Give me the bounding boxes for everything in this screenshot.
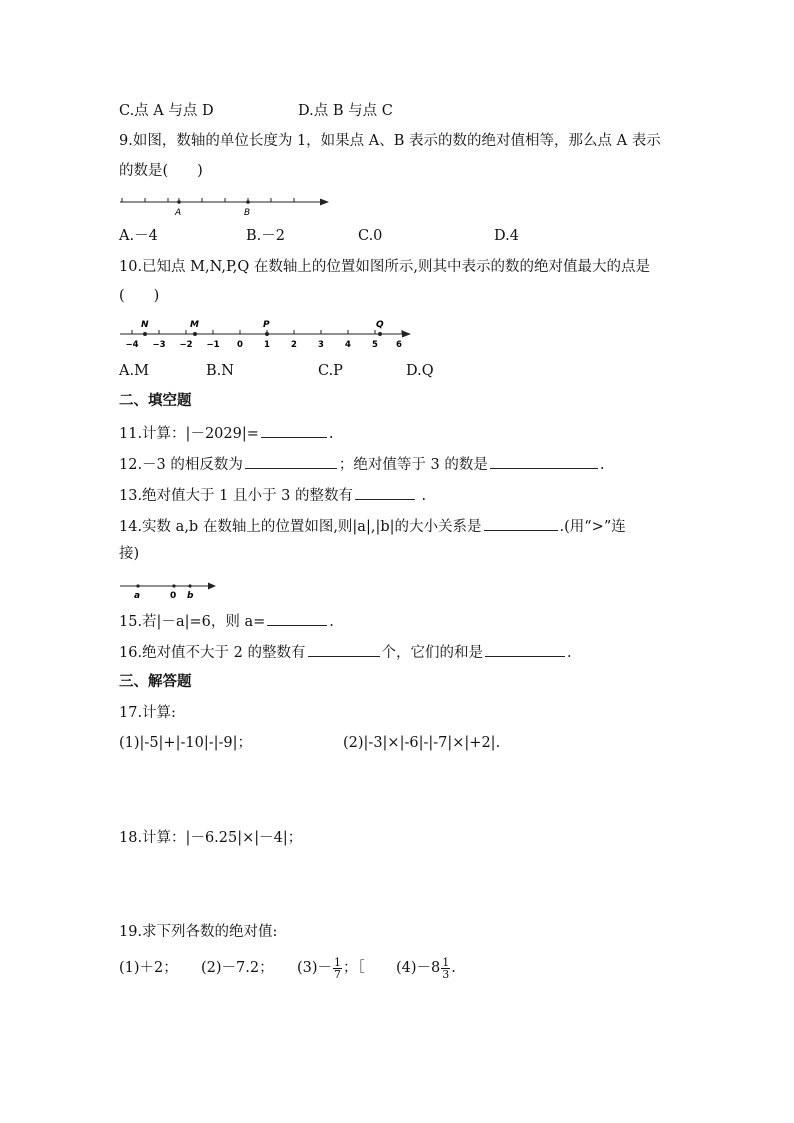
q14-label-a: a bbox=[134, 591, 141, 600]
q9-stem-line2: 的数是( ) bbox=[119, 163, 203, 179]
q9-option-a: A.－4 bbox=[119, 228, 158, 244]
q9-label-a: A bbox=[175, 208, 182, 218]
q14 bbox=[119, 515, 626, 537]
q19-part1: (1)＋2； bbox=[119, 960, 178, 976]
q14-point-b bbox=[188, 584, 191, 587]
q19-part3-end: ；［ bbox=[343, 960, 365, 976]
q10-tick-label: −4 bbox=[125, 340, 139, 350]
q13 bbox=[119, 484, 426, 506]
q12 bbox=[119, 453, 604, 475]
q10-tick-label: 3 bbox=[318, 340, 324, 350]
q19-stem: 19.求下列各数的绝对值: bbox=[119, 924, 278, 940]
q8-option-c: C.点 A 与点 D bbox=[119, 103, 214, 119]
q10-label-q: Q bbox=[376, 320, 384, 330]
q16-answer-blank-1[interactable] bbox=[308, 641, 380, 657]
q11-end: . bbox=[328, 426, 334, 442]
q10-label-p: P bbox=[263, 320, 270, 330]
q10-tick-label: 1 bbox=[264, 340, 270, 350]
q16-text: 16.绝对值不大于 2 的整数有 bbox=[119, 645, 306, 661]
q17-part1: (1)|-5|+|-10|-|-9|； bbox=[119, 735, 252, 751]
q19-part4-label: (4)－8 bbox=[396, 960, 441, 976]
q10-tick-label: −2 bbox=[179, 340, 193, 350]
q11-answer-blank[interactable] bbox=[261, 422, 327, 438]
q16-answer-blank-2[interactable] bbox=[485, 641, 565, 657]
fraction-denominator: 7 bbox=[334, 967, 342, 981]
q17-part2: (2)|-3|×|-6|-|-7|×|+2|. bbox=[343, 735, 501, 751]
q11-text: 11.计算：|－2029|= bbox=[119, 426, 259, 442]
q9-option-c: C.0 bbox=[358, 228, 383, 244]
q15 bbox=[119, 610, 334, 632]
q10-option-a: A.M bbox=[119, 363, 149, 379]
q15-text: 15.若|－a|=6，则 a= bbox=[119, 614, 266, 630]
q10-label-n: N bbox=[141, 320, 149, 330]
q9-point-b bbox=[246, 200, 250, 204]
q13-end: . bbox=[416, 488, 427, 504]
q14-origin bbox=[172, 584, 175, 587]
q12-text: 12.－3 的相反数为 bbox=[119, 457, 243, 473]
q10-point-q bbox=[378, 332, 382, 336]
q13-text: 13.绝对值大于 1 且小于 3 的整数有 bbox=[119, 488, 353, 504]
q14-point-a bbox=[136, 584, 139, 587]
q12-answer-blank-1[interactable] bbox=[245, 453, 337, 469]
q10-option-d: D.Q bbox=[406, 363, 434, 379]
q19-part3-fraction bbox=[333, 957, 342, 980]
q12-answer-blank-2[interactable] bbox=[490, 453, 598, 469]
q9-option-d: D.4 bbox=[494, 228, 519, 244]
q10-stem-line2: ( ) bbox=[119, 288, 160, 304]
q14-number-line bbox=[118, 578, 220, 604]
fraction-denominator: 3 bbox=[442, 967, 450, 981]
q10-tick-label: 4 bbox=[345, 340, 351, 350]
q19-part3 bbox=[297, 950, 365, 986]
q10-option-c: C.P bbox=[318, 363, 343, 379]
q19-part4-fraction bbox=[441, 957, 450, 980]
q19-part4-end: . bbox=[451, 960, 456, 976]
q10-tick-label: 5 bbox=[372, 340, 378, 350]
q19-part4 bbox=[396, 950, 456, 986]
q10-stem-line1: 10.已知点 M,N,P,Q 在数轴上的位置如图所示,则其中表示的数的绝对值最大的点是 bbox=[119, 259, 651, 275]
q10-option-b: B.N bbox=[206, 363, 234, 379]
q9-point-a bbox=[177, 200, 181, 204]
q10-point-m bbox=[193, 332, 197, 336]
fraction-numerator: 1 bbox=[442, 955, 450, 969]
q10-point-p bbox=[265, 332, 269, 336]
q10-tick-label: −3 bbox=[152, 340, 166, 350]
q11 bbox=[119, 422, 334, 444]
q12-end: . bbox=[599, 457, 605, 473]
q16 bbox=[119, 641, 572, 663]
q18-stem: 18.计算：|－6.25|×|－4|； bbox=[119, 830, 303, 846]
q9-label-b: B bbox=[244, 208, 251, 218]
q13-answer-blank[interactable] bbox=[355, 484, 415, 500]
q10-tick-label: −1 bbox=[206, 340, 220, 350]
q10-number-line bbox=[118, 317, 414, 355]
q10-label-m: M bbox=[190, 320, 199, 330]
q15-end: . bbox=[329, 614, 334, 630]
q14-text-end: .(用“>”连 bbox=[559, 519, 626, 535]
q14-text: 14.实数 a,b 在数轴上的位置如图,则|a|,|b|的大小关系是 bbox=[119, 519, 482, 535]
section-answer-heading: 三、解答题 bbox=[119, 673, 192, 690]
q14-line2: 接) bbox=[119, 546, 140, 562]
q12-text-mid: ；绝对值等于 3 的数是 bbox=[338, 457, 488, 473]
q16-text-mid: 个，它们的和是 bbox=[381, 645, 484, 661]
q8-option-d: D.点 B 与点 C bbox=[298, 103, 393, 119]
section-fill-in-heading: 二、填空题 bbox=[119, 392, 192, 409]
q16-end: . bbox=[567, 645, 572, 661]
q9-number-line bbox=[118, 194, 332, 222]
q9-stem-line1: 9.如图，数轴的单位长度为 1，如果点 A、B 表示的数的绝对值相等，那么点 A 表示 bbox=[119, 133, 661, 149]
q15-answer-blank[interactable] bbox=[267, 610, 327, 626]
q14-answer-blank[interactable] bbox=[484, 515, 558, 531]
q10-tick-label: 2 bbox=[291, 340, 297, 350]
q17-stem: 17.计算: bbox=[119, 705, 176, 721]
q14-label-b: b bbox=[187, 591, 194, 600]
q19-part3-label: (3)－ bbox=[297, 960, 333, 976]
fraction-numerator: 1 bbox=[334, 955, 342, 969]
q14-label-0: 0 bbox=[170, 591, 177, 600]
q19-part2: (2)－7.2； bbox=[201, 960, 274, 976]
q10-point-n bbox=[143, 332, 147, 336]
q9-option-b: B.－2 bbox=[246, 228, 285, 244]
q10-tick-label: 6 bbox=[396, 340, 402, 350]
q10-tick-label: 0 bbox=[237, 340, 243, 350]
